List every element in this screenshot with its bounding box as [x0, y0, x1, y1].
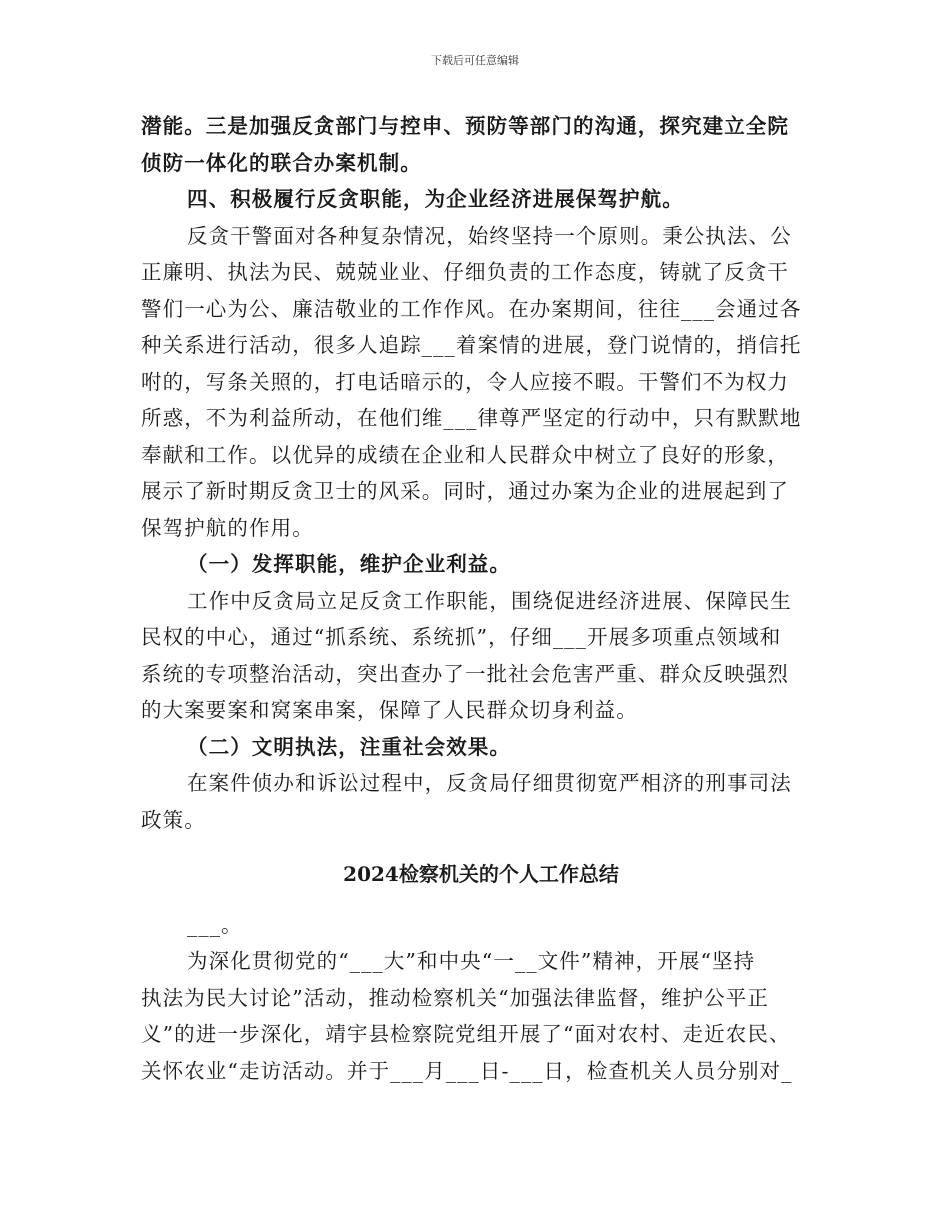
subsection-heading: （一）发挥职能，维护企业利益。 — [187, 552, 511, 576]
text-line: 保驾护航的作用。 — [141, 515, 314, 540]
subsection-heading: （二）文明执法，注重社会效果。 — [187, 734, 511, 759]
document-body — [141, 110, 821, 1091]
text-line: 义”的进一步深化，靖宇县检察院党组开展了“面对农村、走近农民、 — [141, 1022, 791, 1046]
paragraph-block-1 — [141, 110, 821, 836]
text-line: ___。 — [187, 912, 243, 937]
text-line: 奉献和工作。以优异的成绩在企业和人民群众中树立了良好的形象， — [141, 442, 789, 467]
text-line: 的大案要案和窝案串案，保障了人民群众切身利益。 — [141, 698, 638, 722]
page-header-note: 下载后可任意编辑 — [431, 54, 519, 67]
text-line: 政策。 — [141, 807, 206, 832]
text-line: 反贪干警面对各种复杂情况，始终坚持一个原则。秉公执法、公 — [187, 223, 792, 248]
text-line: 系统的专项整治活动，突出查办了一批社会危害严重、群众反映强烈 — [141, 661, 789, 686]
text-line: 正廉明、执法为民、兢兢业业、仔细负责的工作态度，铸就了反贪干 — [141, 260, 789, 284]
text-line: 展示了新时期反贪卫士的风采。同时，通过办案为企业的进展起到了 — [141, 479, 789, 503]
text-line: 警们一心为公、廉洁敬业的工作作风。在办案期间，往往___会通过各 — [141, 296, 802, 321]
document-title: 2024检察机关的个人工作总结 — [343, 861, 619, 886]
text-line: 潜能。三是加强反贪部门与控申、预防等部门的沟通，探究建立全院 — [141, 114, 789, 138]
text-line: 工作中反贪局立足反贪工作职能，围绕促进经济进展、保障民生 — [187, 588, 792, 613]
text-line: 民权的中心，通过“抓系统、系统抓”，仔细___开展多项重点领域和 — [141, 625, 782, 649]
text-line: 所惑，不为利益所动，在他们维___律尊严坚定的行动中，只有默默地 — [141, 406, 802, 430]
text-line: 咐的，写条关照的，打电话暗示的，令人应接不暇。干警们不为权力 — [141, 369, 789, 394]
text-line: 为深化贯彻党的“___大”和中央“一__文件”精神，开展“坚持 — [187, 949, 756, 973]
text-line: 关怀农业“走访活动。并于___月___日-___日，检查机关人员分别对_ — [141, 1058, 793, 1083]
section-heading: 四、积极履行反贪职能，为企业经济进展保驾护航。 — [187, 187, 684, 211]
paragraph-block-2 — [141, 909, 821, 1087]
text-line: 种关系进行活动，很多人追踪___着案情的进展，登门说情的，捎信托 — [141, 333, 802, 357]
text-line: 在案件侦办和诉讼过程中，反贪局仔细贯彻宽严相济的刑事司法 — [187, 771, 792, 795]
text-line: 侦防一体化的联合办案机制。 — [141, 150, 422, 175]
text-line: 执法为民大讨论”活动，推动检察机关“加强法律监督，维护公平正 — [141, 985, 769, 1010]
